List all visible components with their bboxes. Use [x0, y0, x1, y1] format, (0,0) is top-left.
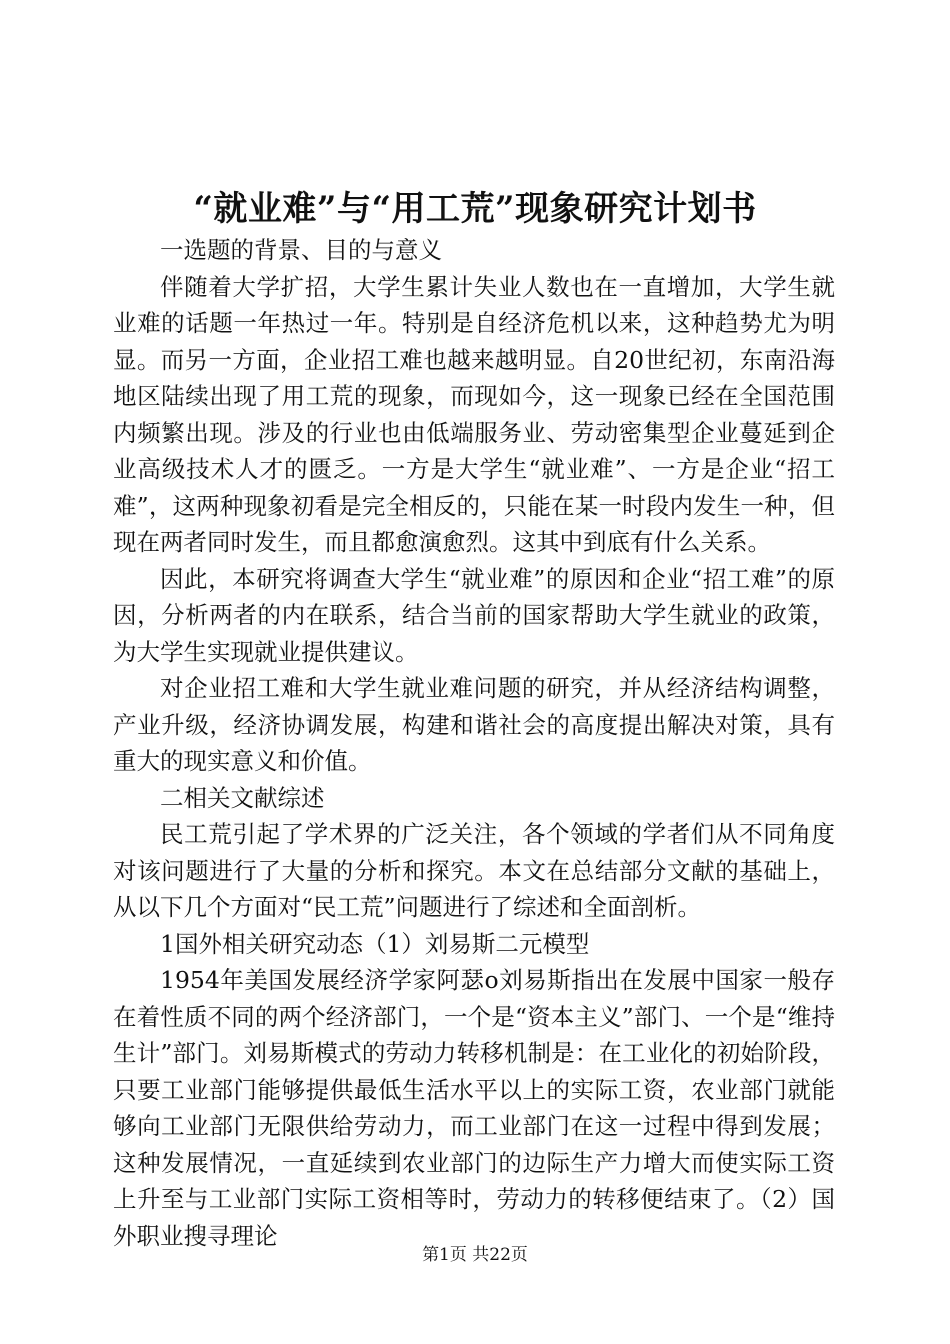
section-heading-background: 一选题的背景、目的与意义	[160, 236, 442, 264]
paragraph-lewis-model: 1954年美国发展经济学家阿瑟o刘易斯指出在发展中国家一般存在着性质不同的两个经济部门，一个是“资本主义”部门、一个是“维持生计”部门。刘易斯模式的劳动力转移机制是：在工业化的初始阶段，只要工业部门能够提供最低生活水平以上的实际工资，农业部门就能够向工业部门无限供给劳动力，而工业部门在这一过程中得到发展；这种发展情况，一直延续到农业部门的边际生产力增大而使实际工资上升至与工业部门实际工资相等时，劳动力的转移便结束了。（2）国外职业搜寻理论	[113, 966, 835, 1250]
paragraph-research-aim: 因此，本研究将调查大学生“就业难”的原因和企业“招工难”的原因，分析两者的内在联系，结合当前的国家帮助大学生就业的政策，为大学生实现就业提供建议。	[113, 564, 835, 666]
subheading-foreign-research: 1国外相关研究动态（1）刘易斯二元模型	[160, 929, 590, 958]
document-body	[113, 232, 835, 1254]
document-title: “就业难”与“用工荒”现象研究计划书	[193, 189, 757, 229]
paragraph-background: 伴随着大学扩招，大学生累计失业人数也在一直增加，大学生就业难的话题一年热过一年。特别是自经济危机以来，这种趋势尤为明显。而另一方面，企业招工难也越来越明显。自20世纪初，东南沿海地区陆续出现了用工荒的现象，而现如今，这一现象已经在全国范围内频繁出现。涉及的行业也由低端服务业、劳动密集型企业蔓延到企业高级技术人才的匮乏。一方是大学生“就业难”、一方是企业“招工难”，这两种现象初看是完全相反的，只能在某一时段内发生一种，但现在两者同时发生，而且都愈演愈烈。这其中到底有什么关系。	[113, 272, 835, 556]
paragraph-significance: 对企业招工难和大学生就业难问题的研究，并从经济结构调整，产业升级，经济协调发展，构建和谐社会的高度提出解决对策，具有重大的现实意义和价值。	[113, 674, 835, 775]
paragraph-literature-intro: 民工荒引起了学术界的广泛关注，各个领域的学者们从不同角度对该问题进行了大量的分析和探究。本文在总结部分文献的基础上，从以下几个方面对“民工荒”问题进行了综述和全面剖析。	[113, 820, 835, 921]
page-footer: 第1页 共22页	[422, 1245, 528, 1265]
section-heading-literature: 二相关文献综述	[160, 783, 325, 812]
